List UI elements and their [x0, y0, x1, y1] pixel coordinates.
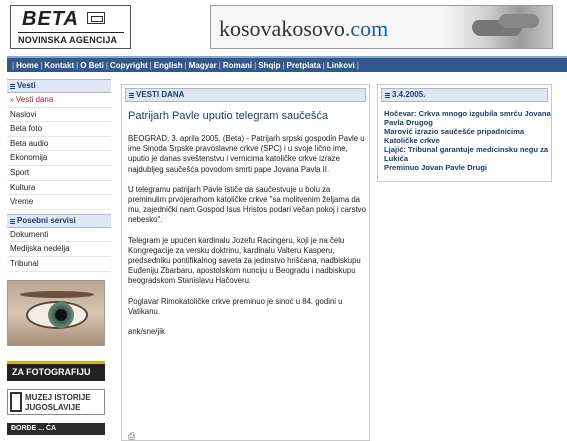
sidebar-banner-cut[interactable]: ĐORĐE ... ĆA: [7, 423, 105, 435]
muzej-label-line2: JUGOSLAVIJE: [25, 402, 81, 412]
sidebar-item-medijska-nedelja[interactable]: [7, 242, 111, 257]
muzej-label: [25, 393, 91, 413]
related-news-link[interactable]: Preminuo Jovan Pavle Drugi: [384, 163, 487, 172]
sidebar-item-label: Ekonomija: [10, 153, 48, 163]
nav-link-magyar[interactable]: Magyar: [188, 60, 217, 70]
iris-shape: [48, 302, 74, 328]
related-news-list: [384, 109, 551, 172]
sidebar-item-vreme[interactable]: [7, 195, 111, 210]
grip-icon: [10, 218, 15, 224]
article-section-header: [125, 88, 366, 102]
sidebar-item-kultura[interactable]: [7, 181, 111, 196]
related-news-link[interactable]: Hočevar: Crkva mnogo izgubila smrću Jovana Pavla Drugog: [384, 109, 551, 127]
nav-separator: |: [76, 60, 79, 70]
za-fotografiju-button[interactable]: ZA FOTOGRAFIJU: [7, 361, 105, 381]
logo-subtitle: NOVINSKA AGENCIJA: [18, 35, 118, 45]
article-signature: ank/sne/jik: [128, 327, 165, 337]
nav-link-shqip[interactable]: Shqip: [258, 60, 281, 70]
print-icon[interactable]: ⎙: [128, 431, 136, 441]
sidebar-item-dokumenti[interactable]: [7, 228, 111, 243]
nav-separator: |: [218, 60, 221, 70]
nav-link-linkovi[interactable]: Linkovi: [326, 60, 355, 70]
sidebar-list-vesti: [7, 93, 111, 210]
article-panel: [121, 84, 370, 441]
beta-logo[interactable]: [10, 5, 131, 49]
page-header: [0, 0, 567, 55]
nav-link-o-beti[interactable]: O Beti: [80, 60, 104, 70]
nav-link-romani[interactable]: Romani: [222, 60, 253, 70]
active-marker-icon: »: [10, 97, 14, 104]
nav-separator: |: [105, 60, 108, 70]
nav-link-english[interactable]: English: [153, 60, 183, 70]
related-date: 3.4.2005.: [392, 90, 426, 99]
sidebar-item-naslovi[interactable]: [7, 108, 111, 123]
nav-separator: |: [184, 60, 187, 70]
sidebar-item-label: Naslovi: [10, 109, 37, 119]
sidebar-item-label: Sport: [10, 167, 30, 177]
sidebar-item-label: Dokumenti: [10, 229, 49, 239]
nav-link-kontakt[interactable]: Kontakt: [44, 60, 75, 70]
article-paragraph: Poglavar Rimokatoličke crkve preminuo je sinoć u 84. godini u Vatikanu.: [128, 296, 343, 316]
grip-icon: [129, 92, 134, 98]
related-news-panel: [377, 84, 552, 182]
sidebar-item-label: Kultura: [10, 182, 36, 192]
sidebar-item-ekonomija[interactable]: [7, 151, 111, 166]
muzej-button[interactable]: [7, 389, 105, 415]
sidebar-item-sport[interactable]: [7, 166, 111, 181]
related-date-header: [381, 88, 548, 102]
nav-link-copyright[interactable]: Copyright: [109, 60, 148, 70]
sidebar-item-label: Tribunal: [10, 258, 39, 268]
sidebar-item-beta-audio[interactable]: [7, 137, 111, 152]
sidebar-section-title: Posebni servisi: [17, 215, 76, 225]
sidebar-item-label: Medijska nedelja: [10, 244, 70, 254]
sidebar-item-label: Beta audio: [10, 138, 49, 148]
article-section-title: VESTI DANA: [136, 90, 185, 99]
sidebar: [7, 79, 111, 441]
nav-link-pretplata[interactable]: Pretplata: [286, 60, 321, 70]
sidebar-item-vesti-dana[interactable]: [7, 93, 111, 108]
sidebar-section-posebni: [7, 214, 111, 228]
nav-separator: |: [322, 60, 325, 70]
handshake-image: [444, 6, 552, 49]
museum-icon: [10, 392, 22, 412]
eyebrow-shape: [20, 291, 94, 298]
sidebar-section-vesti: [7, 79, 111, 93]
grip-icon: [10, 83, 15, 89]
nav-separator: |: [356, 60, 359, 70]
nav-separator: |: [40, 60, 43, 70]
logo-name: BETA: [22, 8, 79, 30]
sidebar-item-label: Vreme: [10, 197, 34, 207]
logo-rule: [18, 32, 124, 33]
nav-list: [7, 58, 567, 72]
related-news-link[interactable]: Ljajić: Tribunal garantuje medicinsku negu za Lukića: [384, 145, 549, 163]
nav-separator: |: [282, 60, 285, 70]
article-paragraph: U telegramu patrijarh Pavle ističe da saučestvuje u bolu za preminulim prvojerarhom katoličke crkve "sa molitvenim željama da mu, zajednički nam Gospod Isus Hristos podari večan pokoj i carstvo nebesko".: [128, 184, 366, 225]
sidebar-section-title: Vesti: [17, 81, 36, 90]
muzej-label-line1: MUZEJ ISTORIJE: [25, 392, 91, 402]
article-paragraph: BEOGRAD, 3. aprila 2005. (Beta) - Patrijarh srpski gospodin Pavle u ime Sinoda Srpske pravoslavne crkve (SPC) i u svoje lično ime, uputio je danas sveštenstvu i vernicima katoličke crkve izraze najdubljeg saučešća povodom smrti pape Jovana Pavla II.: [128, 134, 365, 174]
nav-separator: |: [12, 60, 15, 70]
article-body: [128, 134, 366, 317]
sidebar-item-beta-foto[interactable]: [7, 122, 111, 137]
article-paragraph: Telegram je upućen kardinalu Jozefu Racingeru, koji je na čelu Kongregacije za versku doktrinu, kardinalu Valteru Kasperu, predsedniku pontifikalnog saveta za jedinstvo hrišćana, nadbiskupu Euđeniju Zbarbaru, apostolskom nunciju u Beogradu i nadbiskupu beogradskom Stanislavu Hačoveru.: [128, 235, 361, 286]
sidebar-item-label: Vesti dana: [15, 95, 54, 104]
sidebar-item-tribunal[interactable]: [7, 257, 111, 272]
banner-text-tld: .com: [344, 16, 389, 41]
kosovakosovo-banner[interactable]: [210, 5, 553, 49]
logo-flag-icon: [87, 12, 105, 24]
top-nav: [7, 56, 567, 72]
sidebar-list-posebni: [7, 228, 111, 272]
nav-link-home[interactable]: Home: [16, 60, 39, 70]
article-title: Patrijarh Pavle uputio telegram saučešća: [128, 110, 328, 122]
banner-text: [219, 16, 388, 42]
eye-ad-image[interactable]: [7, 280, 105, 346]
nav-separator: |: [254, 60, 257, 70]
related-news-link[interactable]: Marović izrazio saučešće pripadnicima Katoličke crkve: [384, 127, 525, 145]
sidebar-item-label: Beta foto: [10, 124, 43, 134]
nav-separator: |: [149, 60, 152, 70]
grip-icon: [385, 92, 390, 98]
banner-text-main: kosovakosovo: [219, 16, 345, 41]
